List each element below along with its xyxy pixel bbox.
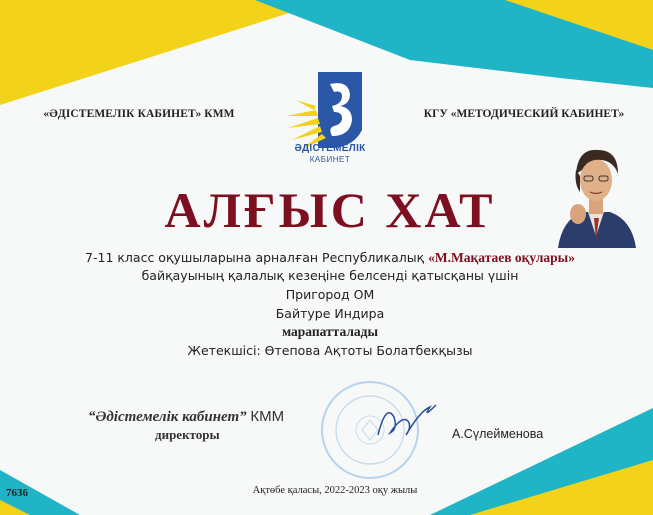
logo-subtitle: КАБИНЕТ xyxy=(309,155,351,164)
contest-name: «М.Мақатаев оқулары» xyxy=(428,250,575,265)
director-position: директоры xyxy=(155,427,220,442)
director-org-suffix: КММ xyxy=(250,408,285,425)
logo-name: ӘДІСТЕМЕЛІК xyxy=(294,143,366,154)
school-name: Пригород ОМ xyxy=(285,287,375,302)
signer-name: А.Сүлейменова xyxy=(452,427,544,441)
registration-number: 7636 xyxy=(6,487,28,499)
recipient-name: Байтуре Индира xyxy=(275,306,385,321)
participation-line: байқауының қалалық кезеңіне белсенді қатысқаны үшін xyxy=(141,268,519,283)
director-organization xyxy=(88,408,308,426)
contest-line-prefix: 7-11 класс оқушыларына арналған Республикалық xyxy=(85,250,425,265)
supervisor-line: Жетекшісі: Өтепова Ақтоты Болатбекқызы xyxy=(187,343,473,358)
awarded-text: марапатталады xyxy=(281,324,379,339)
contest-line xyxy=(30,250,630,266)
left-organization-header: «ӘДІСТЕМЕЛІК КАБИНЕТ» КММ xyxy=(43,108,235,120)
footer-place-year: Ақтөбе қаласы, 2022-2023 оқу жылы xyxy=(252,485,418,496)
certificate-title: АЛҒЫС ХАТ xyxy=(164,182,496,238)
right-organization-header: КГУ «МЕТОДИЧЕСКИЙ КАБИНЕТ» xyxy=(423,108,625,120)
portrait-illustration-icon xyxy=(556,140,636,250)
handwritten-signature-icon xyxy=(372,395,442,443)
director-org-name: “Әдістемелік кабинет” xyxy=(88,409,247,425)
